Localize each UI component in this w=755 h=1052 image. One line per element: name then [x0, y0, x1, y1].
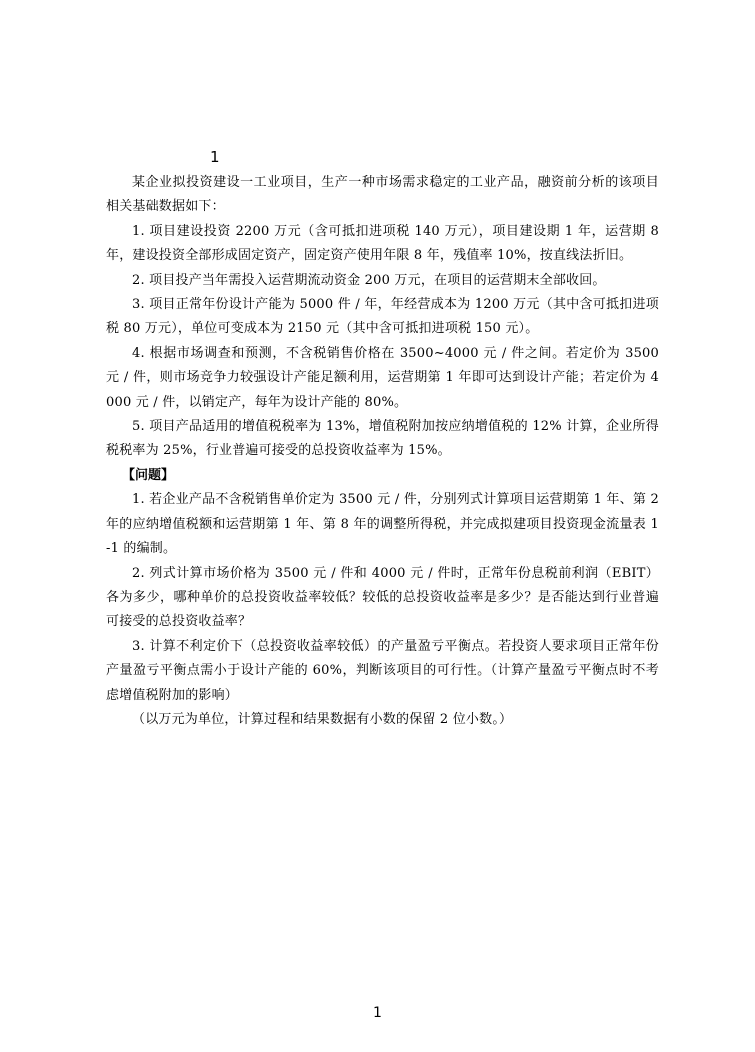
question-number: 1 [210, 148, 220, 166]
question-item-2: 2. 列式计算市场价格为 3500 元 / 件和 4000 元 / 件时，正常年份息税前利润（EBIT）各为多少，哪种单价的总投资收益率较低？较低的总投资收益率是多少？是否能达到行业普遍可接受的总投资收益率？ [106, 565, 659, 630]
data-item-4: 4. 根据市场调查和预测，不含税销售价格在 3500~4000 元 / 件之间。若定价为 3500 元 / 件，则市场竞争力较强设计产能足额利用，运营期第 1 年即可达到设计产能；若定价为 4000 元 / 件，以销定产，每年为设计产能的 80%。 [106, 345, 659, 410]
questions-heading: 【问题】 [122, 467, 175, 483]
question-body [106, 171, 659, 732]
rounding-note: （以万元为单位，计算过程和结果数据有小数的保留 2 位小数。） [132, 711, 513, 727]
data-item-2: 2. 项目投产当年需投入运营期流动资金 200 万元，在项目的运营期末全部收回。 [132, 272, 606, 288]
page-number: 1 [373, 1005, 382, 1021]
intro-paragraph: 某企业拟投资建设一工业项目，生产一种市场需求稳定的工业产品，融资前分析的该项目相关基础数据如下： [106, 175, 659, 215]
data-item-5: 5. 项目产品适用的增值税税率为 13%，增值税附加按应纳增值税的 12% 计算，企业所得税税率为 25%，行业普遍可接受的总投资收益率为 15%。 [106, 419, 659, 459]
question-item-1: 1. 若企业产品不含税销售单价定为 3500 元 / 件，分别列式计算项目运营期第 1 年、第 2 年的应纳增值税额和运营期第 1 年、第 8 年的调整所得税，并完成拟建项目投资现金流量表 1-1 的编制。 [106, 492, 659, 557]
question-item-3: 3. 计算不利定价下（总投资收益率较低）的产量盈亏平衡点。若投资人要求项目正常年份产量盈亏平衡点需小于设计产能的 60%，判断该项目的可行性。（计算产量盈亏平衡点时不考虑增值税附加的影响） [106, 638, 659, 703]
data-item-1: 1. 项目建设投资 2200 万元（含可抵扣进项税 140 万元），项目建设期 1 年，运营期 8 年，建设投资全部形成固定资产，固定资产使用年限 8 年，残值率 10%，按直线法折旧。 [106, 223, 659, 264]
data-item-3: 3. 项目正常年份设计产能为 5000 件 / 年，年经营成本为 1200 万元（其中含可抵扣进项税 80 万元），单位可变成本为 2150 元（其中含可抵扣进项税 150 元）。 [106, 297, 659, 337]
